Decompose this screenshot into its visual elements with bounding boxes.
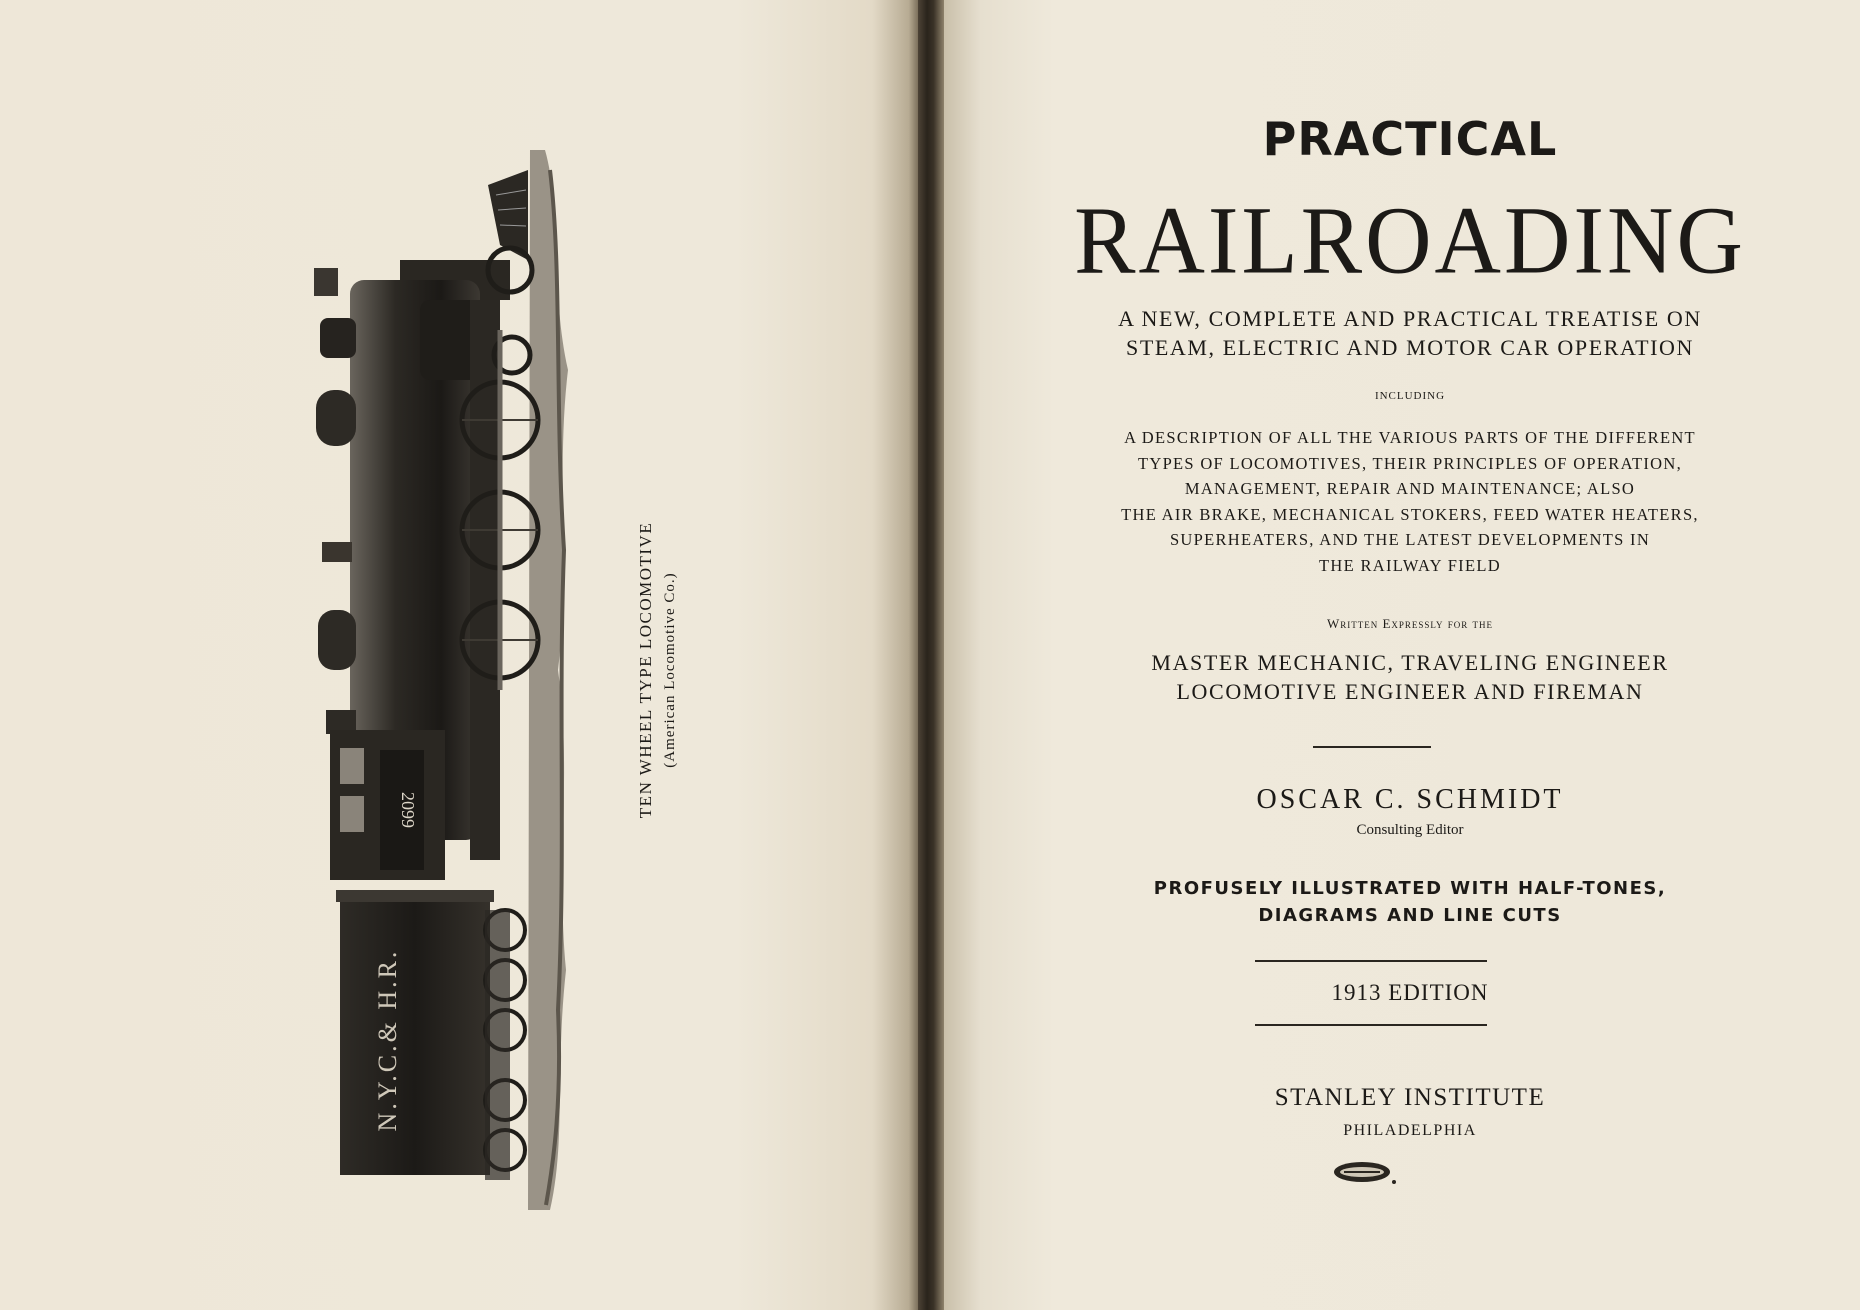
written-for-label: Written Expressly for the — [1326, 616, 1494, 631]
audience-line-2: LOCOMOTIVE ENGINEER AND FIREMAN — [1176, 679, 1644, 704]
author-name: OSCAR C. SCHMIDT — [1256, 784, 1564, 815]
caption-credit: (American Locomotive Co.) — [662, 572, 678, 768]
edition-label: 1913 EDITION — [1331, 980, 1489, 1005]
publisher-name: STANLEY INSTITUTE — [1274, 1084, 1546, 1111]
book-gutter — [918, 0, 944, 1310]
illustrated-line-2: DIAGRAMS AND LINE CUTS — [1258, 905, 1562, 926]
plate-caption — [628, 500, 688, 840]
author-role: Consulting Editor — [1356, 822, 1464, 838]
description-line-3: MANAGEMENT, REPAIR AND MAINTENANCE; ALSO — [1184, 479, 1636, 498]
edition-rule-bottom — [1255, 1024, 1487, 1026]
description-line-5: SUPERHEATERS, AND THE LATEST DEVELOPMENTS IN — [1169, 530, 1651, 549]
description-line-4: THE AIR BRAKE, MECHANICAL STOKERS, FEED WATER HEATERS, — [1121, 504, 1699, 524]
description-line-6: THE RAILWAY FIELD — [1319, 555, 1501, 575]
publisher-city: PHILADELPHIA — [1343, 1122, 1477, 1139]
engine-number: 2099 — [398, 792, 418, 828]
locomotive-illustration — [300, 150, 600, 1210]
printer-emblem-icon — [1330, 1158, 1400, 1188]
description-line-2: TYPES OF LOCOMOTIVES, THEIR PRINCIPLES OF OPERATION, — [1137, 453, 1682, 473]
divider-rule — [1313, 746, 1431, 748]
caption-title: TEN WHEEL TYPE LOCOMOTIVE — [636, 521, 655, 819]
subtitle-line-1: A NEW, COMPLETE AND PRACTICAL TREATISE ON — [1118, 306, 1702, 331]
title-practical: PRACTICAL — [1262, 112, 1558, 166]
illustrated-line-1: PROFUSELY ILLUSTRATED WITH HALF-TONES, — [1153, 878, 1667, 899]
edition-rule-top — [1255, 960, 1487, 962]
description-line-1: A DESCRIPTION OF ALL THE VARIOUS PARTS OF THE DIFFERENT — [1124, 428, 1696, 447]
including-label: INCLUDING — [1374, 390, 1446, 402]
audience-line-1: MASTER MECHANIC, TRAVELING ENGINEER — [1151, 650, 1669, 675]
tender-lettering: N.Y.C.& H.R. — [373, 948, 402, 1132]
subtitle-line-2: STEAM, ELECTRIC AND MOTOR CAR OPERATION — [1125, 335, 1695, 360]
title-railroading: RAILROADING — [1074, 186, 1746, 294]
